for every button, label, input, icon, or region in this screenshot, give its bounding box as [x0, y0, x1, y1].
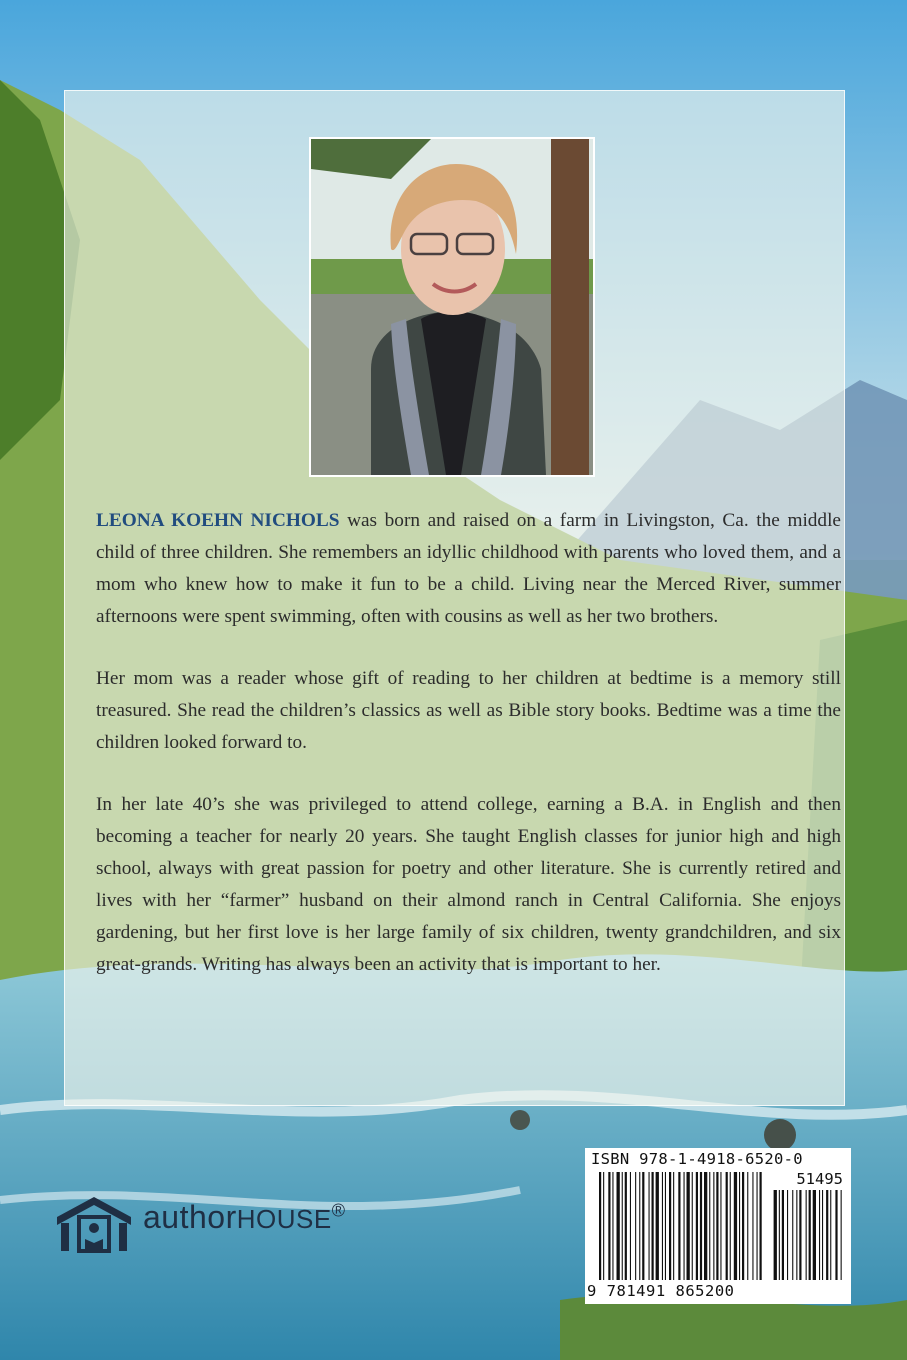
house-book-icon — [55, 1195, 133, 1253]
publisher-name-author: author — [143, 1199, 237, 1235]
author-photo — [309, 137, 595, 477]
bio-paragraph-1 — [96, 505, 841, 633]
publisher-logo — [55, 1195, 415, 1255]
publisher-name — [143, 1199, 345, 1236]
isbn-label: ISBN 978-1-4918-6520-0 — [591, 1150, 803, 1168]
bio-paragraph-1-text: was born and raised on a farm in Livingston, Ca. the middle child of three children. She remembers an idyllic childhood with parents who loved them, and a mom who knew how to make it fun to be a child. Living near the Merced River, summer afternoons were spent swimming, often with cousins as well as her two brothers. — [96, 510, 841, 627]
isbn-barcode — [585, 1148, 851, 1304]
ean-digits: 9 781491 865200 — [587, 1282, 735, 1300]
bio-paragraph-2: Her mom was a reader whose gift of reading to her children at bedtime is a memory still treasured. She read the children’s classics as well as Bible story books. Bedtime was a time the children looked forward to. — [96, 668, 841, 753]
registered-mark: ® — [331, 1200, 346, 1221]
author-name: LEONA KOEHN NICHOLS — [96, 510, 340, 531]
author-biography — [96, 505, 841, 1011]
bio-paragraph-3: In her late 40’s she was privileged to attend college, earning a B.A. in English and then becoming a teacher for nearly 20 years. She taught English classes for junior high and high school, always with great passion for poetry and other literature. She is currently retired and lives with her “farmer” husband on their almond ranch in Central California. She enjoys gardening, but her first love is her large family of six children, twenty grandchildren, and six great-grands. Writing has always been an activity that is important to her. — [96, 794, 841, 975]
publisher-name-house: HOUSE — [236, 1204, 332, 1234]
price-code: 51495 — [796, 1170, 843, 1188]
author-portrait-image — [311, 139, 593, 475]
